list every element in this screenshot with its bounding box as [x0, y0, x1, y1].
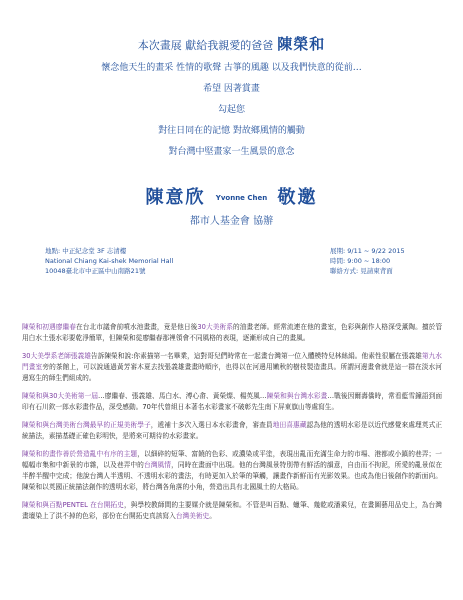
article-paragraph: 陳榮和與台灣美術台灣最早的正規美術學子，遞補十多次入選日本水彩畫會，審查員地田喜惠藏認為他的透明水彩是以近代感覺來處理英式正統描法，素描基礎正確色彩明快，是將來可期待的水彩畫家。 [22, 421, 443, 440]
poem-line: 對台灣中堅畫家一生風景的意念 [168, 147, 295, 157]
article-paragraph: 30大美學系老師張義雄告訴陳榮和說:你素描第一名畢業，這對哥兒們時常在一起畫台灣第一位入體模特兒林絲絹。他素性很屬在張義雄第九水門畫室旁的茶館上，可以說通過黃芳審木夏去找張義雄畫畫時順序，也得以在河邊用嫩秋的樹枝製造畫具。所謂河邊畫會就是這一群在淡水河邊寫生的師生們組成的。 [22, 352, 442, 382]
inviter-name [0, 183, 463, 209]
venue-line: 地點: 中正紀念堂 3F 志清樓 [45, 247, 127, 255]
schedule-info [330, 246, 405, 276]
poem [0, 58, 463, 163]
article-paragraph: 陳榮和的畫作善於營造亂中有序的主題，以細碎的短筆、富饒的色彩、或濃染或平塗，表現出亂而充滿生命力的市場、港都或小鎮的巷弄；一幅幅市集和中新景的市雜，以及巷弄中的台灣風情，同時在畫面中出現。他的台灣風景特別帶有鮮活的韻意，自由而不拘泥，所愛的亂景似在半醉半醒中完成；他說台灣人半透明、不透明水彩的畫法，有時更加入於筆的筆觸，讓畫作新鮮而有光影效果。也成為他日後創作的新面向。陳榮和以英國正統描法創作的透明水彩，將台灣各角落的小角，營造出具有北國風土的大格局。 [22, 450, 443, 491]
father-name: 陳榮和 [277, 35, 326, 53]
venue-line: 10048臺北市中正區中山南路21號 [45, 267, 146, 275]
poem-line: 懷念他天生的畫采 性情的歌聲 古箏的風趣 以及我們快意的從前… [101, 63, 362, 73]
biography-article [22, 322, 442, 529]
venue-line: National Chiang Kai-shek Memorial Hall [45, 257, 174, 265]
invite-word: 敬邀 [277, 187, 318, 208]
poem-line: 對往日同在的記憶 對故鄉風情的觸動 [158, 126, 305, 136]
venue-info [45, 246, 173, 276]
schedule-line: 聯絡方式: 見請柬背面 [330, 267, 393, 275]
inviter-english-name: Yvonne Chen [215, 194, 268, 202]
article-paragraph: 陳榮和與30大美術第一屆…廖繼春、張義雄、馬白水、溥心畬、黃榮燦、楊英風…陳榮和與台灣水彩畫…戰後因爾壽僑時，常看藍雪鐘語到面印有石川欽一郎水彩畫作品，深受感動。70年代曾組日本著名水彩畫家不破彰先生南下屏東旗山等處寫生。 [22, 392, 443, 411]
schedule-line: 時間: 9:00 ~ 18:00 [330, 257, 391, 265]
article-paragraph: 陳榮和初遇廖繼春在台北市議會前噴水池畫畫，竟是他日後30大美術系的油畫老師。經常流連在他的畫室，色彩與創作人格深受薰陶。擅於管用白水土張水彩要乾淨簡單，但陳榮和從廖繼春那裡領會不同風格的表現，逐漸形成自己的畫風。 [22, 323, 443, 342]
article-paragraph: 陳榮和與百點PENTEL 在台開拓史，與學校教師間的主要媒介就是陳榮和。不管是叫百點、蠟筆、幾乾或潘乘兒，在畫圖藝用品史上，為台灣畫壇染上了洪不掉的色彩，部份在台開拓史真該寫入台灣美術史。 [22, 501, 442, 520]
co-organizer: 都市人基金會 協辦 [189, 216, 274, 227]
inviter-chinese-name: 陳意欣 [145, 187, 206, 208]
dedication-line [0, 36, 463, 54]
dedication-block [0, 36, 463, 163]
poem-line: 希望 因著賞畫 [203, 84, 260, 94]
dedication-text: 本次畫展 獻給我親愛的爸爸 [137, 39, 274, 52]
signature-block [0, 183, 463, 227]
schedule-line: 展期: 9/11 ~ 9/22 2015 [330, 247, 405, 255]
poem-line: 勾起您 [217, 105, 245, 115]
